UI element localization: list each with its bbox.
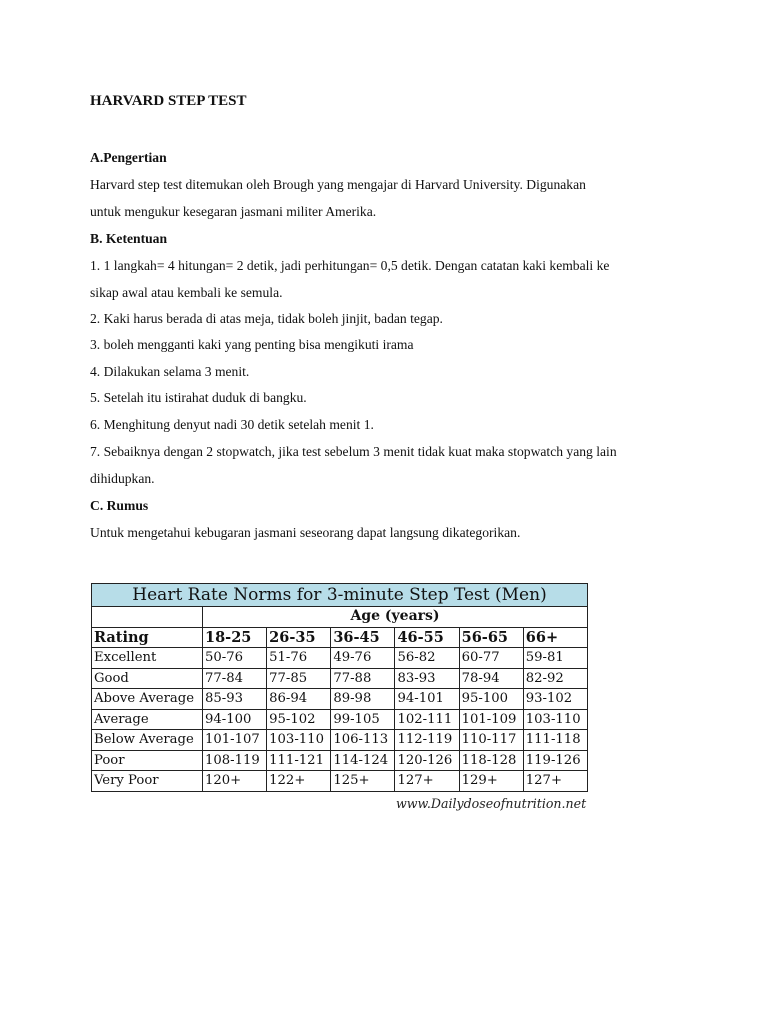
rating-cell: Very Poor	[92, 771, 203, 792]
value-cell: 83-93	[395, 668, 459, 689]
value-cell: 106-113	[331, 730, 395, 751]
section-c-heading: C. Rumus	[90, 498, 149, 513]
value-cell: 93-102	[523, 689, 587, 710]
section-a-line: Harvard step test ditemukan oleh Brough yang mengajar di Harvard University. Digunakan	[90, 177, 586, 192]
rating-cell: Good	[92, 668, 203, 689]
age-group-header: 56-65	[459, 627, 523, 648]
rating-header: Rating	[92, 627, 203, 648]
value-cell: 60-77	[459, 648, 523, 669]
value-cell: 114-124	[331, 750, 395, 771]
table-corner-cell	[92, 607, 203, 628]
rating-cell: Above Average	[92, 689, 203, 710]
table-row	[92, 668, 588, 689]
value-cell: 111-121	[267, 750, 331, 771]
section-c-line: Untuk mengetahui kebugaran jasmani seseorang dapat langsung dikategorikan.	[90, 525, 521, 540]
value-cell: 77-84	[203, 668, 267, 689]
section-b-line: 4. Dilakukan selama 3 menit.	[90, 364, 250, 379]
value-cell: 56-82	[395, 648, 459, 669]
value-cell: 112-119	[395, 730, 459, 751]
heart-rate-norms-table	[91, 583, 588, 792]
value-cell: 77-88	[331, 668, 395, 689]
value-cell: 120-126	[395, 750, 459, 771]
value-cell: 127+	[523, 771, 587, 792]
value-cell: 111-118	[523, 730, 587, 751]
value-cell: 102-111	[395, 709, 459, 730]
section-b-line: 5. Setelah itu istirahat duduk di bangku.	[90, 390, 307, 405]
value-cell: 101-109	[459, 709, 523, 730]
age-group-header: 46-55	[395, 627, 459, 648]
table-row	[92, 689, 588, 710]
age-header: Age (years)	[203, 607, 588, 628]
section-a-line: untuk mengukur kesegaran jasmani militer Amerika.	[90, 204, 377, 219]
document-title: HARVARD STEP TEST	[90, 93, 247, 109]
value-cell: 94-100	[203, 709, 267, 730]
value-cell: 50-76	[203, 648, 267, 669]
section-b-heading: B. Ketentuan	[90, 231, 168, 246]
value-cell: 95-102	[267, 709, 331, 730]
rating-cell: Excellent	[92, 648, 203, 669]
age-group-header: 66+	[523, 627, 587, 648]
value-cell: 89-98	[331, 689, 395, 710]
value-cell: 78-94	[459, 668, 523, 689]
table-row	[92, 730, 588, 751]
value-cell: 127+	[395, 771, 459, 792]
value-cell: 129+	[459, 771, 523, 792]
age-group-header: 26-35	[267, 627, 331, 648]
table-row	[92, 750, 588, 771]
section-b-line: 6. Menghitung denyut nadi 30 detik setelah menit 1.	[90, 417, 374, 432]
section-b-line: 2. Kaki harus berada di atas meja, tidak boleh jinjit, badan tegap.	[90, 311, 443, 326]
value-cell: 94-101	[395, 689, 459, 710]
section-b-line: dihidupkan.	[90, 471, 155, 486]
rating-cell: Below Average	[92, 730, 203, 751]
value-cell: 119-126	[523, 750, 587, 771]
section-b-line: 1. 1 langkah= 4 hitungan= 2 detik, jadi perhitungan= 0,5 detik. Dengan catatan kaki kembali ke	[90, 258, 610, 273]
value-cell: 103-110	[523, 709, 587, 730]
value-cell: 118-128	[459, 750, 523, 771]
value-cell: 82-92	[523, 668, 587, 689]
table-row	[92, 709, 588, 730]
age-group-header: 36-45	[331, 627, 395, 648]
value-cell: 101-107	[203, 730, 267, 751]
value-cell: 108-119	[203, 750, 267, 771]
value-cell: 86-94	[267, 689, 331, 710]
value-cell: 125+	[331, 771, 395, 792]
value-cell: 122+	[267, 771, 331, 792]
value-cell: 77-85	[267, 668, 331, 689]
table-row	[92, 771, 588, 792]
value-cell: 120+	[203, 771, 267, 792]
value-cell: 99-105	[331, 709, 395, 730]
value-cell: 85-93	[203, 689, 267, 710]
value-cell: 103-110	[267, 730, 331, 751]
rating-cell: Average	[92, 709, 203, 730]
value-cell: 51-76	[267, 648, 331, 669]
rating-cell: Poor	[92, 750, 203, 771]
table-title: Heart Rate Norms for 3-minute Step Test (Men)	[92, 584, 588, 607]
age-group-header: 18-25	[203, 627, 267, 648]
table-row	[92, 648, 588, 669]
section-b-line: 3. boleh mengganti kaki yang penting bisa mengikuti irama	[90, 337, 414, 352]
section-b-line: sikap awal atau kembali ke semula.	[90, 285, 283, 300]
value-cell: 49-76	[331, 648, 395, 669]
value-cell: 95-100	[459, 689, 523, 710]
section-b-line: 7. Sebaiknya dengan 2 stopwatch, jika test sebelum 3 menit tidak kuat maka stopwatch yang lain	[90, 444, 617, 459]
source-credit: www.Dailydoseofnutrition.net	[396, 796, 587, 811]
value-cell: 59-81	[523, 648, 587, 669]
value-cell: 110-117	[459, 730, 523, 751]
section-a-heading: A.Pengertian	[90, 150, 167, 165]
